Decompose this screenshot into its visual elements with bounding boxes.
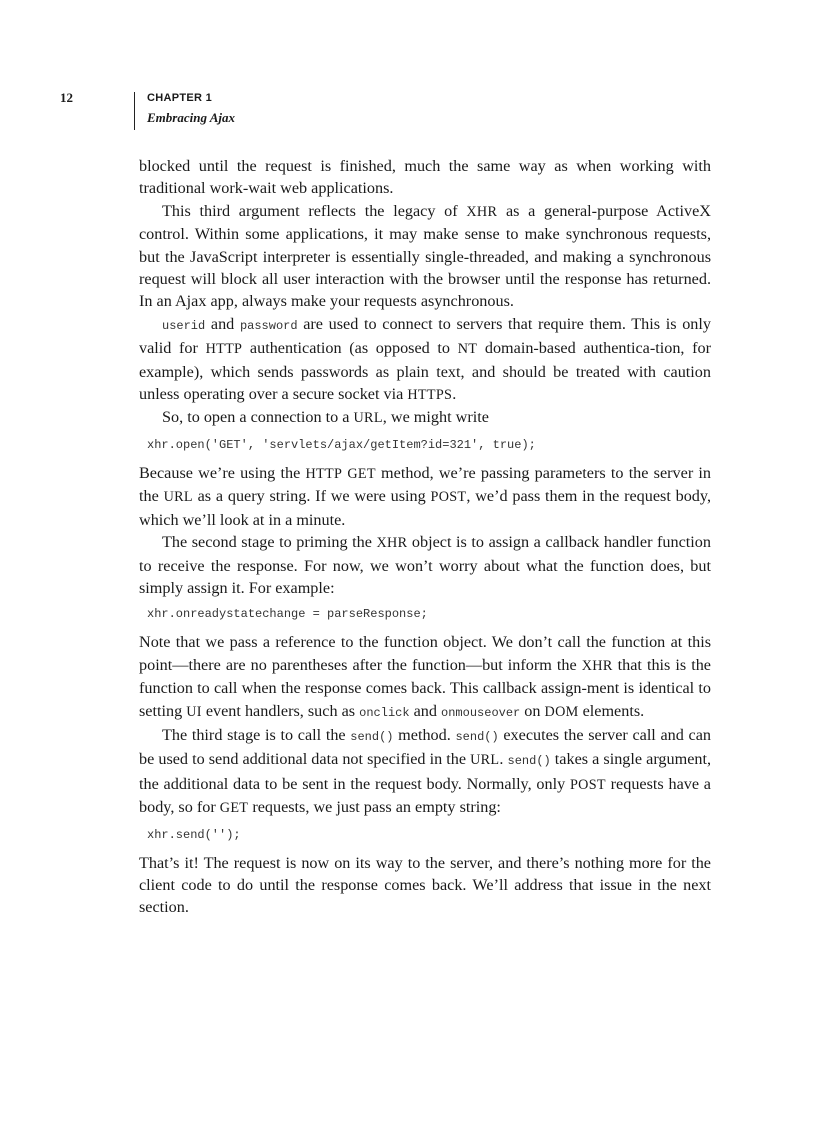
paragraph: blocked until the request is finished, much the same way as when working with traditional work-wait web applications. [139, 157, 711, 198]
paragraph: The second stage to priming the XHR object is to assign a callback handler function to receive the response. For now, we won’t worry about what the function does, but simply assign it. For example: [139, 533, 711, 597]
acronym: POST [430, 489, 467, 506]
code-block: xhr.onreadystatechange = parseResponse; [147, 607, 428, 622]
paragraph: Because we’re using the HTTP GET method, we’re passing parameters to the server in the URL as a query string. If we were using POST, we’d pass them in the request body, which we’ll look at in a minute. [139, 463, 712, 529]
acronym: UI [186, 703, 202, 720]
acronym: HTTPS [407, 387, 453, 404]
inline-code: password [239, 318, 298, 333]
acronym: XHR [376, 535, 408, 552]
acronym: DOM [544, 703, 579, 720]
paragraph: userid and password are used to connect to servers that require them. This is only valid for HTTP authentication (as opposed to NT domain-based authentica-tion, for example), which sends passwords as plain text, and should be treated with caution unless operating over a secure socket via HTTPS. [139, 314, 711, 404]
inline-code: send() [350, 729, 394, 744]
inline-code: onclick [359, 705, 410, 720]
inline-code: send() [507, 754, 551, 769]
acronym: HTTP [205, 341, 243, 358]
inline-code: send() [455, 729, 499, 744]
paragraph: The third stage is to call the send() method. send() executes the server call and can be used to send additional data not specified in the URL. send() takes a single argument, the additional data to be sent in the request body. Normally, only POST requests have a body, so for GET requests, we just pass an empty string: [139, 725, 712, 817]
acronym: HTTP [305, 465, 343, 482]
inline-code: userid [162, 318, 206, 333]
acronym: URL [163, 489, 193, 506]
chapter-title: Embracing Ajax [147, 110, 236, 125]
header-divider [134, 92, 135, 130]
acronym: URL [470, 752, 500, 769]
paragraph: So, to open a connection to a URL, we might write [162, 408, 489, 427]
body-text [139, 155, 711, 919]
code-block: xhr.open('GET', 'servlets/ajax/getItem?id=321', true); [147, 437, 536, 452]
chapter-label: CHAPTER 1 [147, 92, 213, 104]
acronym: URL [353, 410, 383, 427]
acronym: NT [457, 341, 478, 358]
page-number: 12 [60, 90, 73, 105]
acronym: GET [219, 800, 249, 817]
acronym: XHR [581, 657, 613, 674]
acronym: POST [569, 776, 606, 793]
paragraph: Note that we pass a reference to the function object. We don’t call the function at this point—there are no parentheses after the function—but inform the XHR that this is the function to call when the response comes back. This callback assign-ment is identical to setting UI event handlers, such as onclick and onmouseover on DOM elements. [139, 633, 711, 720]
acronym: XHR [466, 203, 498, 220]
acronym: GET [347, 465, 376, 482]
paragraph: That’s it! The request is now on its way to the server, and there’s nothing more for the client code to do until the response comes back. We’ll address that issue in the next section. [139, 853, 711, 917]
code-block: xhr.send(''); [147, 827, 241, 842]
paragraph: This third argument reflects the legacy of XHR as a general-purpose ActiveX control. Within some applications, it may make sense to make synchronous requests, but the JavaScript interpreter is essentially single-threaded, and making a synchronous request will block all user interaction with the browser until the response has returned. In an Ajax app, always make your requests asynchronous. [139, 201, 711, 311]
inline-code: onmouseover [441, 705, 521, 720]
